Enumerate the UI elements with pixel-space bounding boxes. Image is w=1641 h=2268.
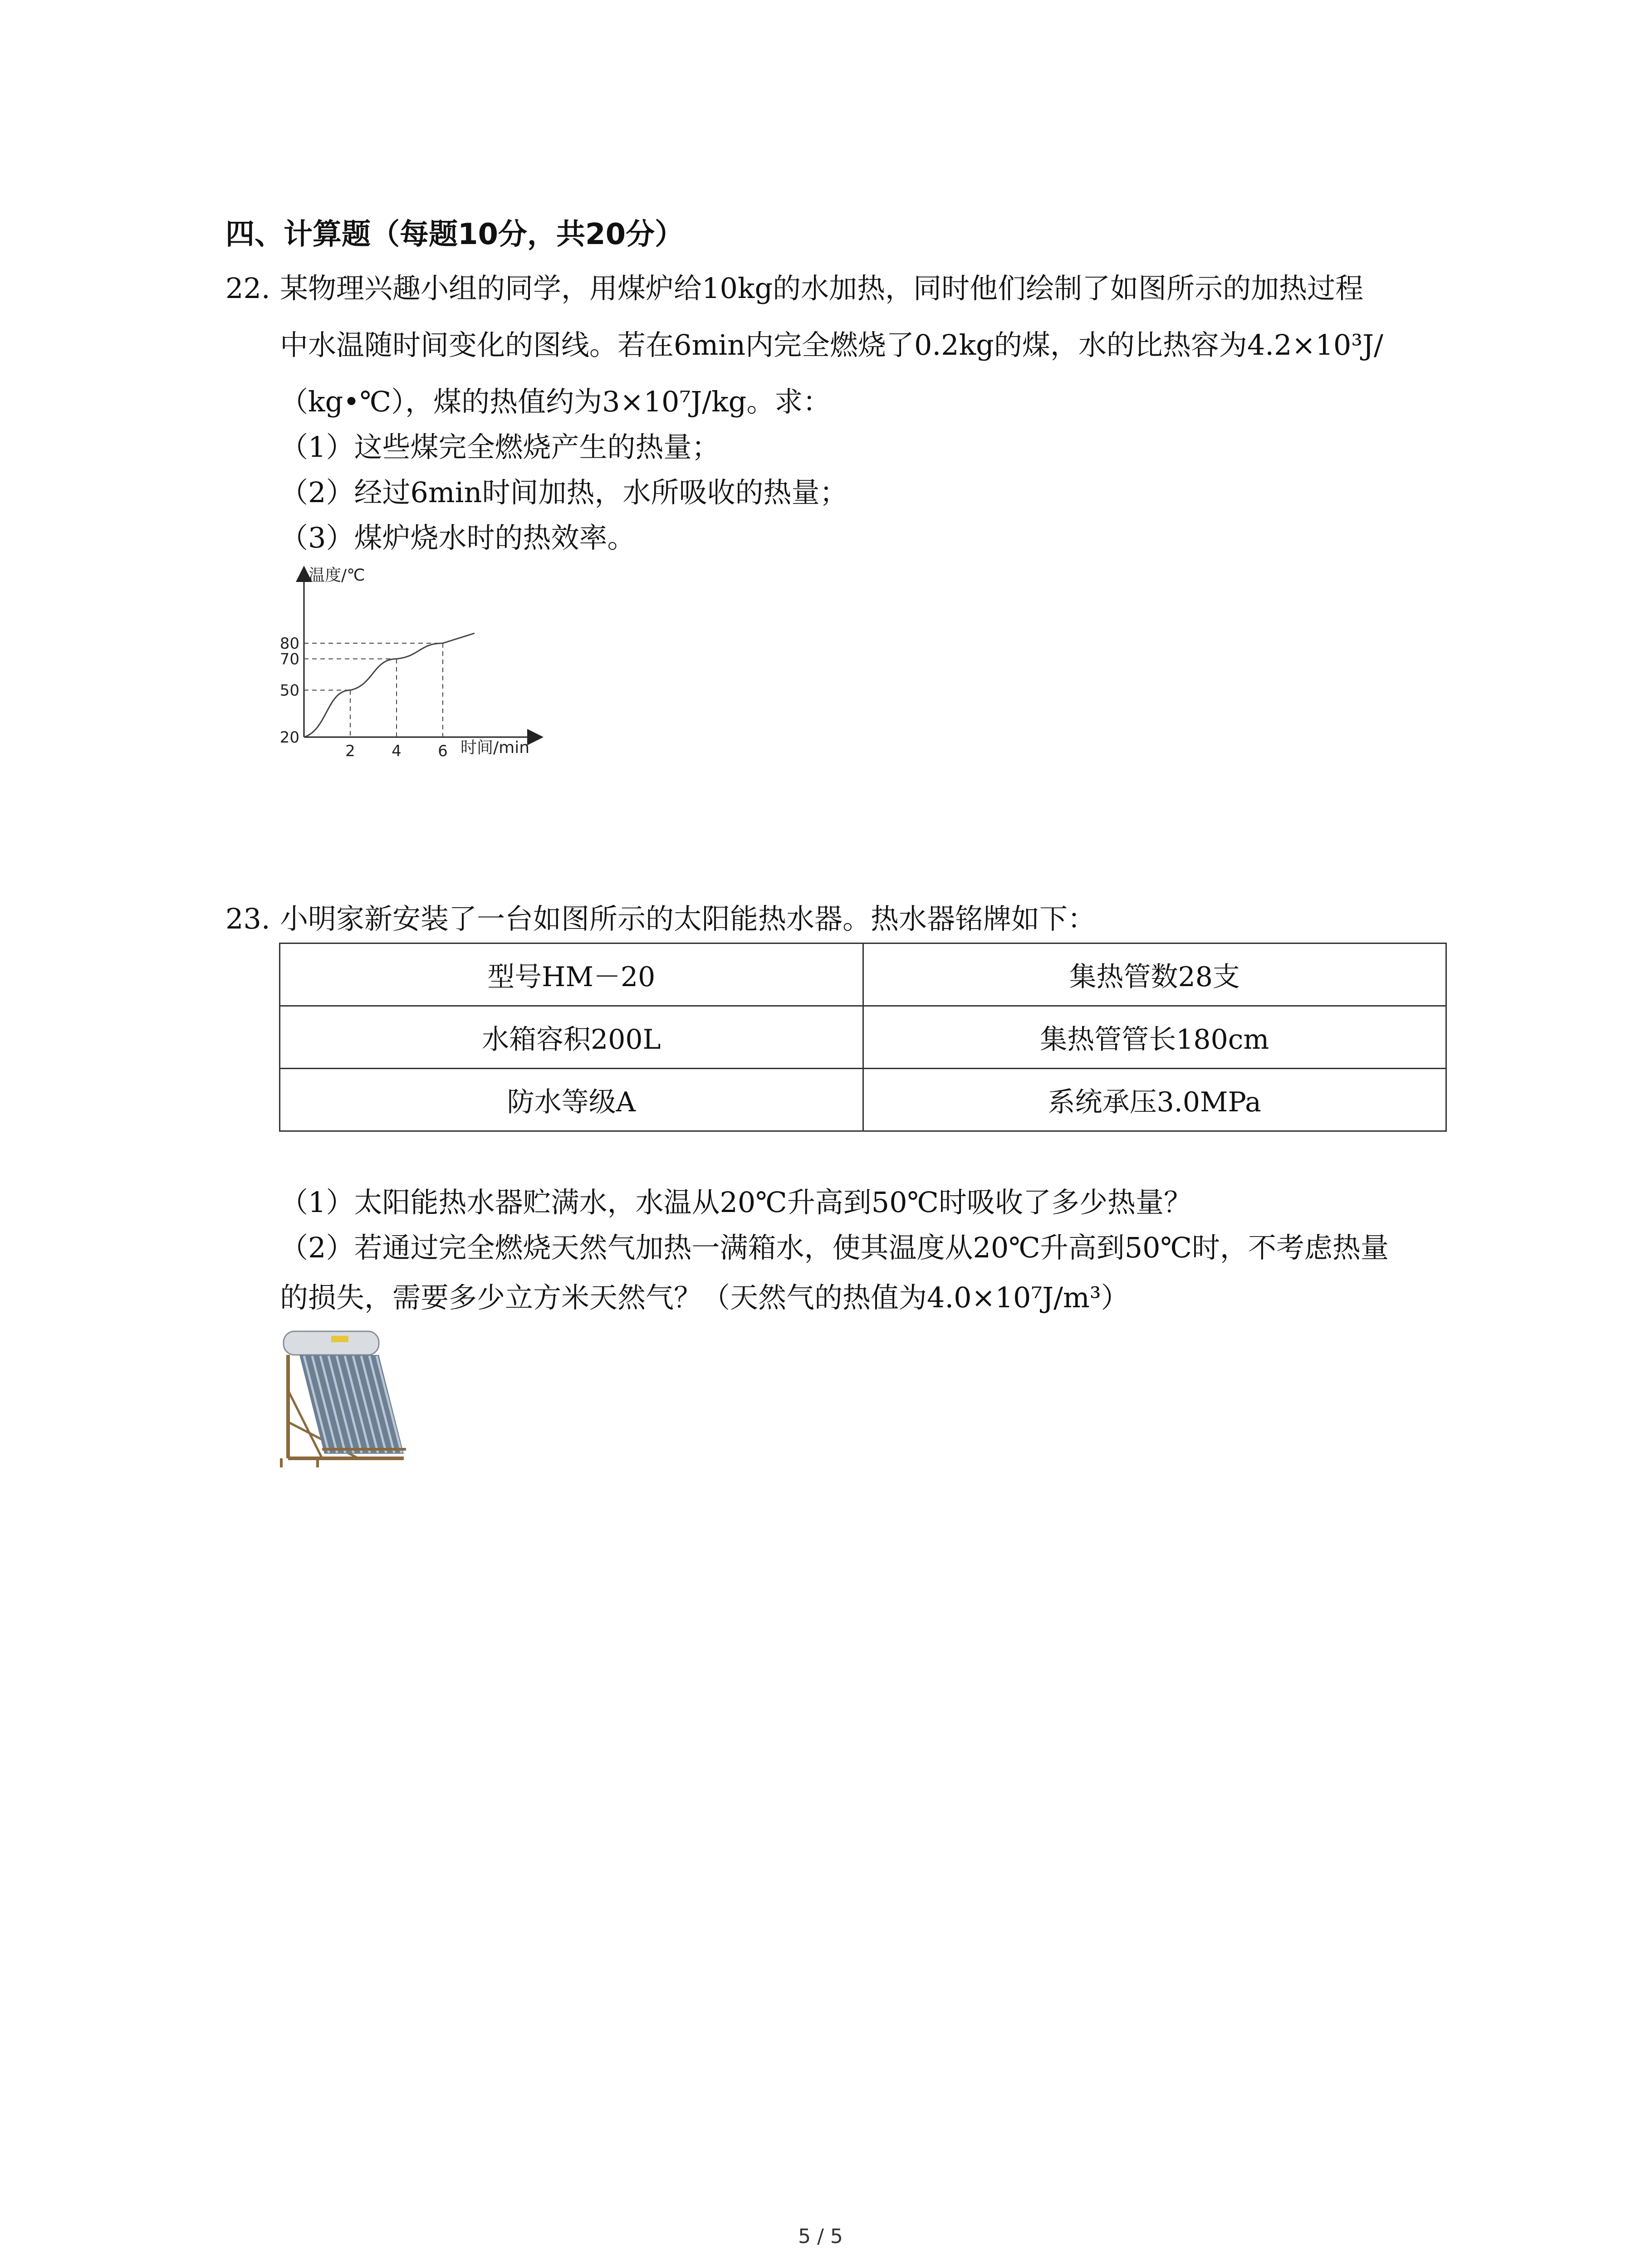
section-heading: 四、计算题（每题10分，共20分） bbox=[225, 218, 684, 251]
table-cell: 防水等级A bbox=[280, 1069, 863, 1131]
question-22-number: 22. bbox=[225, 272, 270, 305]
question-22-line-1: 某物理兴趣小组的同学，用煤炉给10kg的水加热，同时他们绘制了如图所示的加热过程 bbox=[280, 272, 1364, 305]
x-axis-label: 时间/min bbox=[460, 738, 530, 757]
question-23-part-2-cont: 的损失，需要多少立方米天然气？（天然气的热值为4.0×10⁷J/m³） bbox=[280, 1281, 1129, 1314]
question-23-intro: 小明家新安装了一台如图所示的太阳能热水器。热水器铭牌如下： bbox=[280, 902, 1096, 935]
table-row bbox=[280, 943, 1446, 1006]
temperature-time-chart bbox=[272, 562, 554, 771]
question-22-line-3: （kg•℃），煤的热值约为3×10⁷J/kg。求： bbox=[280, 385, 831, 418]
solar-water-heater-illustration bbox=[268, 1322, 417, 1472]
x-tick-label: 2 bbox=[345, 742, 355, 760]
temperature-curve bbox=[304, 633, 475, 737]
table-cell: 系统承压3.0MPa bbox=[863, 1069, 1446, 1131]
question-23-part-2: （2）若通过完全燃烧天然气加热一满箱水，使其温度从20℃升高到50℃时，不考虑热量 bbox=[280, 1231, 1389, 1264]
y-tick-label: 20 bbox=[279, 728, 299, 747]
question-22-part-3: （3）煤炉烧水时的热效率。 bbox=[280, 521, 636, 554]
page-number: 5 / 5 bbox=[798, 2225, 843, 2248]
question-22-part-1: （1）这些煤完全燃烧产生的热量； bbox=[280, 430, 720, 464]
question-22-line-2: 中水温随时间变化的图线。若在6min内完全燃烧了0.2kg的煤，水的比热容为4.2×10³J/ bbox=[280, 328, 1383, 362]
question-22-part-2: （2）经过6min时间加热，水所吸收的热量； bbox=[280, 476, 848, 509]
y-tick-label: 70 bbox=[279, 650, 299, 669]
table-cell: 型号HM－20 bbox=[280, 943, 863, 1006]
y-axis-label: 温度/℃ bbox=[309, 566, 365, 585]
table-cell: 集热管数28支 bbox=[863, 943, 1446, 1006]
question-23-number: 23. bbox=[225, 902, 270, 935]
x-tick-label: 6 bbox=[438, 742, 448, 760]
x-tick-label: 4 bbox=[392, 742, 402, 760]
table-cell: 集热管管长180cm bbox=[863, 1006, 1446, 1069]
nameplate-table bbox=[279, 943, 1447, 1132]
table-row bbox=[280, 1069, 1446, 1131]
table-row bbox=[280, 1006, 1446, 1069]
table-cell: 水箱容积200L bbox=[280, 1006, 863, 1069]
y-tick-label: 50 bbox=[279, 681, 299, 700]
y-tick-label: 80 bbox=[279, 635, 299, 653]
question-23-part-1: （1）太阳能热水器贮满水，水温从20℃升高到50℃时吸收了多少热量？ bbox=[280, 1186, 1192, 1219]
